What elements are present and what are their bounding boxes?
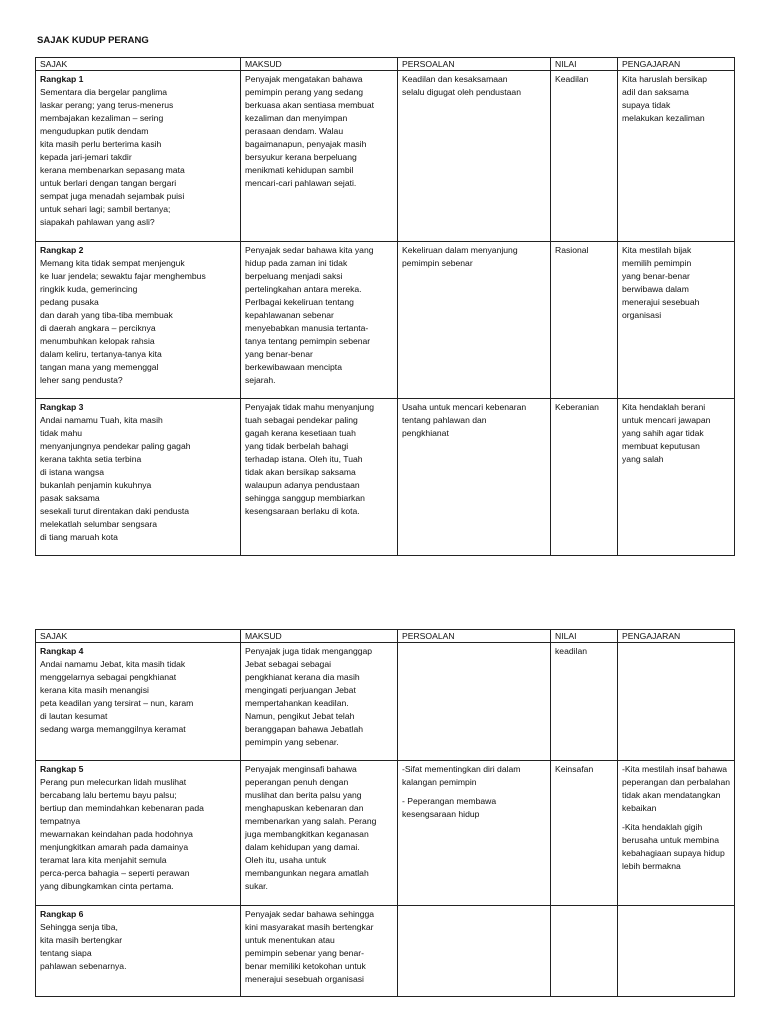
stanza-heading: Rangkap 3 (40, 402, 84, 412)
maksud-line: Penyajak menginsafi bahawa (245, 764, 357, 774)
pengajaran-point: -Kita hendaklah gigih berusaha untuk membina kebahagiaan supaya hidup lebih bermakna (622, 822, 725, 871)
pengajaran-line: yang benar-benar (622, 271, 690, 281)
pengajaran-line: melakukan kezaliman (622, 113, 705, 123)
maksud-line: walaupun adanya pendustaan (245, 480, 360, 490)
table-row (36, 242, 735, 399)
header-persoalan: PERSOALAN (398, 58, 551, 71)
poem-line: ke luar jendela; sewaktu fajar menghembus (40, 271, 206, 281)
poem-line: yang dibungkamkan cinta pertama. (40, 881, 174, 891)
maksud-line: Penyajak mengatakan bahawa (245, 74, 363, 84)
pengajaran-line: yang sahih agar tidak (622, 428, 704, 438)
stanza-heading: Rangkap 1 (40, 74, 84, 84)
sajak-cell (36, 399, 241, 556)
header-pengajaran: PENGAJARAN (618, 58, 735, 71)
persoalan-cell (398, 399, 551, 556)
poem-line: Memang kita tidak sempat menjenguk (40, 258, 185, 268)
poem-line: kita masih perlu berterima kasih (40, 139, 162, 149)
maksud-line: Penyajak sedar bahawa kita yang (245, 245, 374, 255)
poem-line: sesekali turut direntakan daki pendusta (40, 506, 190, 516)
nilai-line: Keadilan (555, 74, 589, 84)
persoalan-cell (398, 242, 551, 399)
maksud-line: bersyukur kerana berpeluang (245, 152, 357, 162)
maksud-line: hidup pada zaman ini tidak (245, 258, 348, 268)
poem-line: tempatnya (40, 816, 81, 826)
pengajaran-line: organisasi (622, 310, 662, 320)
maksud-line: perasaan dendam. Walau (245, 126, 344, 136)
nilai-cell (551, 643, 618, 761)
poem-line: leher sang pendusta? (40, 375, 123, 385)
maksud-line: benar memiliki ketokohan untuk (245, 961, 366, 971)
maksud-line: berkuasa akan sentiasa membuat (245, 100, 374, 110)
maksud-line: membangunkan negara amatlah (245, 868, 369, 878)
poem-line: perca-perca bahagia – seperti perawan (40, 868, 190, 878)
poem-line: di daerah angkara – perciknya (40, 323, 156, 333)
poem-line: sedang warga memanggilnya keramat (40, 724, 186, 734)
poem-line: kepada jari-jemari takdir (40, 152, 132, 162)
maksud-line: membenarkan yang salah. Perang (245, 816, 377, 826)
maksud-line: gagah kerana kesetiaan tuah (245, 428, 356, 438)
persoalan-line: pengkhianat (402, 428, 449, 438)
nilai-line: keadilan (555, 646, 588, 656)
poem-line: pahlawan sebenarnya. (40, 961, 127, 971)
maksud-line: peperangan penuh dengan (245, 777, 349, 787)
maksud-line: Penyajak sedar bahawa sehingga (245, 909, 374, 919)
poem-line: bukanlah penjamin kukuhnya (40, 480, 152, 490)
maksud-line: sehingga sanggup membiarkan (245, 493, 365, 503)
maksud-line: berpeluang menjadi saksi (245, 271, 343, 281)
header-row (36, 630, 735, 643)
pengajaran-cell (618, 761, 735, 906)
persoalan-line: selalu digugat oleh pendustaan (402, 87, 521, 97)
pengajaran-line: Kita haruslah bersikap (622, 74, 708, 84)
maksud-line: mengingati perjuangan Jebat (245, 685, 356, 695)
poem-line: pedang pusaka (40, 297, 99, 307)
pengajaran-line: berwibawa dalam (622, 284, 689, 294)
maksud-line: juga membangkitkan keganasan (245, 829, 369, 839)
maksud-line: sejarah. (245, 375, 276, 385)
header-nilai: NILAI (551, 630, 618, 643)
stanza-heading: Rangkap 4 (40, 646, 84, 656)
poem-line: melekatlah selumbar sengsara (40, 519, 158, 529)
maksud-line: Penyajak tidak mahu menyanjung (245, 402, 374, 412)
sajak-cell (36, 643, 241, 761)
maksud-line: Oleh itu, usaha untuk (245, 855, 327, 865)
poem-line: mengudupkan putik dendam (40, 126, 149, 136)
maksud-line: pemimpin sebenar yang benar- (245, 948, 364, 958)
maksud-line: berkewibawaan mencipta (245, 362, 342, 372)
poem-line: dan darah yang tiba-tiba membuak (40, 310, 173, 320)
persoalan-line: Kekeliruan dalam menyanjung (402, 245, 518, 255)
maksud-line: pengkhianat kerana dia masih (245, 672, 360, 682)
poem-line: dalam keliru, tertanya-tanya kita (40, 349, 162, 359)
nilai-line: Rasional (555, 245, 589, 255)
poem-line: Andai namamu Tuah, kita masih (40, 415, 163, 425)
maksud-line: pemimpin yang sebenar. (245, 737, 339, 747)
header-sajak: SAJAK (36, 58, 241, 71)
header-maksud: MAKSUD (241, 630, 398, 643)
nilai-cell (551, 399, 618, 556)
header-pengajaran: PENGAJARAN (618, 630, 735, 643)
poem-line: tangan mana yang memenggal (40, 362, 159, 372)
stanza-heading: Rangkap 6 (40, 909, 84, 919)
pengajaran-point: -Kita mestilah insaf bahawa peperangan dan perbalahan tidak akan mendatangkan kebaikan (622, 764, 730, 813)
poem-line: sempat juga menadah sejambak puisi (40, 191, 185, 201)
poem-table-2 (35, 629, 735, 997)
poem-line: kerana takhta setia terbina (40, 454, 142, 464)
stanza-heading: Rangkap 5 (40, 764, 84, 774)
pengajaran-cell (618, 906, 735, 997)
poem-line: teramat lara kita menjahit semula (40, 855, 167, 865)
poem-line: Perang pun melecurkan lidah muslihat (40, 777, 187, 787)
poem-line: untuk sehari lagi; sambil bertanya; (40, 204, 171, 214)
poem-line: tentang siapa (40, 948, 92, 958)
poem-line: Andai namamu Jebat, kita masih tidak (40, 659, 186, 669)
pengajaran-line: Kita hendaklah berani (622, 402, 706, 412)
sajak-cell (36, 761, 241, 906)
nilai-line: Keberanian (555, 402, 599, 412)
nilai-cell (551, 242, 618, 399)
poem-line: Sementara dia bergelar panglima (40, 87, 168, 97)
poem-line: bercabang lalu bertemu bayu palsu; (40, 790, 177, 800)
pengajaran-line: Kita mestilah bijak (622, 245, 692, 255)
nilai-cell (551, 71, 618, 242)
pengajaran-cell (618, 643, 735, 761)
maksud-line: Namun, pengikut Jebat telah (245, 711, 355, 721)
maksud-line: mencari-cari pahlawan sejati. (245, 178, 357, 188)
pengajaran-cell (618, 399, 735, 556)
persoalan-cell (398, 906, 551, 997)
nilai-cell (551, 761, 618, 906)
persoalan-line: tentang pahlawan dan (402, 415, 487, 425)
header-row (36, 58, 735, 71)
poem-line: bertiup dan memindahkan kebenaran pada (40, 803, 204, 813)
poem-line: kerana membenarkan sepasang mata (40, 165, 185, 175)
poem-line: laskar perang; yang terus-menerus (40, 100, 174, 110)
sajak-cell (36, 242, 241, 399)
maksud-line: mempertahankan keadilan. (245, 698, 349, 708)
pengajaran-line: adil dan saksama (622, 87, 689, 97)
table-row (36, 643, 735, 761)
maksud-line: Jebat sebagai sebagai (245, 659, 332, 669)
sajak-cell (36, 71, 241, 242)
poem-table-1 (35, 57, 735, 556)
poem-line: menggelarnya sebagai pengkhianat (40, 672, 177, 682)
maksud-line: untuk menentukan atau (245, 935, 335, 945)
maksud-line: yang tidak berbelah bahagi (245, 441, 349, 451)
table-row (36, 761, 735, 906)
poem-line: menumbuhkan kelopak rahsia (40, 336, 155, 346)
maksud-line: tuah sebagai pendekar paling (245, 415, 358, 425)
maksud-line: pertelingkahan antara mereka. (245, 284, 362, 294)
poem-line: mewarnakan keindahan pada hodohnya (40, 829, 193, 839)
maksud-line: dalam kehidupan yang damai. (245, 842, 360, 852)
maksud-line: Perlbagai kekeliruan tentang (245, 297, 354, 307)
poem-line: kerana kita masih menangisi (40, 685, 149, 695)
header-sajak: SAJAK (36, 630, 241, 643)
persoalan-cell (398, 71, 551, 242)
maksud-line: menerajui sesebuah organisasi (245, 974, 364, 984)
header-persoalan: PERSOALAN (398, 630, 551, 643)
poem-line: siapakah pahlawan yang asli? (40, 217, 155, 227)
header-maksud: MAKSUD (241, 58, 398, 71)
maksud-cell (241, 399, 398, 556)
poem-line: kita masih bertengkar (40, 935, 123, 945)
maksud-cell (241, 643, 398, 761)
maksud-cell (241, 761, 398, 906)
maksud-line: terhadap istana. Oleh itu, Tuah (245, 454, 363, 464)
pengajaran-cell (618, 242, 735, 399)
table-row (36, 906, 735, 997)
persoalan-line: Usaha untuk mencari kebenaran (402, 402, 527, 412)
document-title: SAJAK KUDUP PERANG (37, 35, 149, 46)
maksud-line: menikmati kehidupan sambil (245, 165, 354, 175)
maksud-line: kini masyarakat masih bertengkar (245, 922, 374, 932)
nilai-line: Keinsafan (555, 764, 594, 774)
maksud-line: tidak akan bersikap saksama (245, 467, 356, 477)
maksud-line: pemimpin perang yang sedang (245, 87, 364, 97)
sajak-cell (36, 906, 241, 997)
poem-line: menyanjungnya pendekar paling gagah (40, 441, 191, 451)
maksud-line: bagaimanapun, penyajak masih (245, 139, 367, 149)
persoalan-point: -Sifat mementingkan diri dalam kalangan pemimpin (402, 764, 521, 787)
maksud-line: sukar. (245, 881, 268, 891)
persoalan-cell (398, 761, 551, 906)
stanza-heading: Rangkap 2 (40, 245, 84, 255)
pengajaran-line: yang salah (622, 454, 664, 464)
poem-line: ringkik kuda, gemerincing (40, 284, 138, 294)
maksud-line: tanya tentang pemimpin sebenar (245, 336, 371, 346)
poem-line: di tiang maruah kota (40, 532, 118, 542)
poem-line: membajakan kezaliman – sering (40, 113, 164, 123)
maksud-cell (241, 242, 398, 399)
maksud-line: kezaliman dan menyimpan (245, 113, 348, 123)
persoalan-line: pemimpin sebenar (402, 258, 473, 268)
persoalan-cell (398, 643, 551, 761)
poem-line: tidak mahu (40, 428, 83, 438)
maksud-cell (241, 71, 398, 242)
pengajaran-line: memilih pemimpin (622, 258, 692, 268)
pengajaran-line: supaya tidak (622, 100, 671, 110)
pengajaran-cell (618, 71, 735, 242)
nilai-cell (551, 906, 618, 997)
maksud-line: kepahlawanan sebenar (245, 310, 334, 320)
maksud-line: beranggapan bahawa Jebatlah (245, 724, 364, 734)
poem-line: di lautan kesumat (40, 711, 108, 721)
header-nilai: NILAI (551, 58, 618, 71)
poem-line: di istana wangsa (40, 467, 105, 477)
maksud-line: muslihat dan berita palsu yang (245, 790, 362, 800)
persoalan-line: Keadilan dan kesaksamaan (402, 74, 508, 84)
pengajaran-line: untuk mencari jawapan (622, 415, 711, 425)
poem-line: untuk berlari dengan tangan bergari (40, 178, 177, 188)
pengajaran-line: menerajui sesebuah (622, 297, 700, 307)
maksud-line: kesengsaraan berlaku di kota. (245, 506, 360, 516)
poem-line: peta keadilan yang tersirat – nun, karam (40, 698, 194, 708)
maksud-line: Penyajak juga tidak menganggap (245, 646, 373, 656)
maksud-cell (241, 906, 398, 997)
persoalan-point: - Peperangan membawa kesengsaraan hidup (402, 796, 497, 819)
poem-line: menjungkitkan amarah pada damainya (40, 842, 189, 852)
table-row (36, 399, 735, 556)
poem-line: Sehingga senja tiba, (40, 922, 118, 932)
maksud-line: yang benar-benar (245, 349, 313, 359)
poem-line: pasak saksama (40, 493, 100, 503)
pengajaran-line: membuat keputusan (622, 441, 700, 451)
maksud-line: menyebabkan manusia tertanta- (245, 323, 369, 333)
maksud-line: menghapuskan kebenaran dan (245, 803, 364, 813)
table-row (36, 71, 735, 242)
